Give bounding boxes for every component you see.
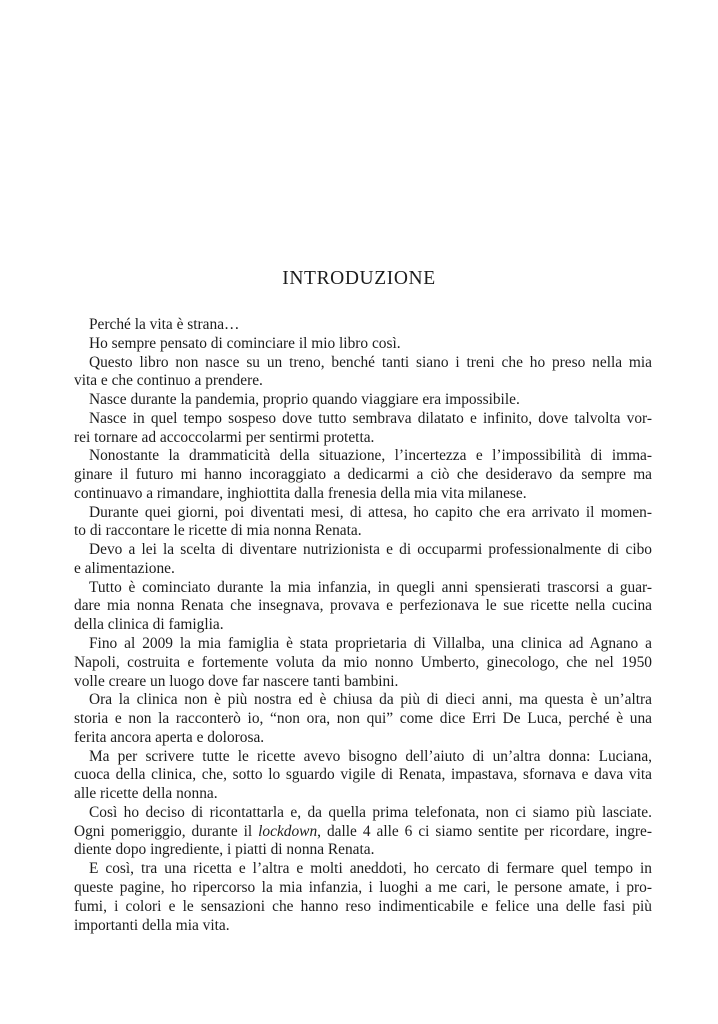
text-line: e alimentazione. <box>74 559 175 577</box>
text-line: Nasce in quel tempo sospeso dove tutto sembrava dilatato e infinito, dove talvolta vor- <box>89 409 652 427</box>
text-line: fumi, i colori e le sensazioni che hanno reso indimenticabile e felice una delle fasi più <box>74 897 652 915</box>
text-line: alle ricette della nonna. <box>74 785 218 803</box>
text-line: E così, tra una ricetta e l’altra e molti aneddoti, ho cercato di fermare quel tempo in <box>89 860 652 878</box>
text-line: continuavo a rimandare, inghiottita dalla frenesia della mia vita milanese. <box>74 484 527 502</box>
italic-term: lockdown <box>258 822 318 840</box>
text-line: storia e non la racconterò io, “non ora, non qui” come dice Erri De Luca, perché è una <box>74 710 652 728</box>
text-line: Ora la clinica non è più nostra ed è chiusa da più di dieci anni, ma questa è un’altra <box>89 691 652 709</box>
text-line: della clinica di famiglia. <box>74 616 224 634</box>
text-line: Fino al 2009 la mia famiglia è stata proprietaria di Villalba, una clinica ad Agnano a <box>89 635 652 653</box>
text-line: Nonostante la drammaticità della situazione, l’incertezza e l’impossibilità di imma- <box>89 447 652 465</box>
text-line: vita e che continuo a prendere. <box>74 372 263 390</box>
chapter-title: INTRODUZIONE <box>282 268 436 289</box>
text-line: diente dopo ingrediente, i piatti di nonna Renata. <box>74 841 375 859</box>
text-line: dare mia nonna Renata che insegnava, provava e perfezionava le sue ricette nella cucina <box>74 597 652 615</box>
text-line: Questo libro non nasce su un treno, benché tanti siano i treni che ho preso nella mia <box>89 353 652 371</box>
text-line: to di raccontare le ricette di mia nonna Renata. <box>74 522 362 540</box>
text-line: Ogni pomeriggio, durante il lockdown, dalle 4 alle 6 ci siamo sentite per ricordare, ingre- <box>74 822 652 840</box>
text-line: Durante quei giorni, poi diventati mesi, di attesa, ho capito che era arrivato il momen- <box>89 503 652 521</box>
text-line: rei tornare ad accoccolarmi per sentirmi protetta. <box>74 428 375 446</box>
text-line: volle creare un luogo dove far nascere tanti bambini. <box>74 672 399 690</box>
text-line: Perché la vita è strana… <box>89 316 240 333</box>
text-line: Tutto è cominciato durante la mia infanzia, in quegli anni spensierati trascorsi a guar- <box>89 578 652 596</box>
text-line: cuoca della clinica, che, sotto lo sguardo vigile di Renata, impastava, sfornava e dava vita <box>74 766 652 784</box>
text-line: Napoli, costruita e fortemente voluta da mio nonno Umberto, ginecologo, che nel 1950 <box>74 653 652 671</box>
text-line: queste pagine, ho ripercorso la mia infanzia, i luoghi a me cari, le persone amate, i pro- <box>74 878 652 896</box>
introduction-text <box>74 316 652 935</box>
text-line: Ho sempre pensato di cominciare il mio libro così. <box>89 334 401 352</box>
text-line: Così ho deciso di ricontattarla e, da quella prima telefonata, non ci siamo più lasciate. <box>89 803 652 821</box>
text-line: ginare il futuro mi hanno incoraggiato a dedicarmi a ciò che desideravo da sempre ma <box>74 466 652 484</box>
text-line: ferita ancora aperta e dolorosa. <box>74 728 265 746</box>
text-line: Devo a lei la scelta di diventare nutrizionista e di occuparmi professionalmente di cibo <box>89 541 652 559</box>
text-line: Nasce durante la pandemia, proprio quando viaggiare era impossibile. <box>89 391 520 409</box>
text-line: importanti della mia vita. <box>74 916 230 934</box>
text-line: Ma per scrivere tutte le ricette avevo bisogno dell’aiuto di un’altra donna: Luciana, <box>89 747 652 765</box>
